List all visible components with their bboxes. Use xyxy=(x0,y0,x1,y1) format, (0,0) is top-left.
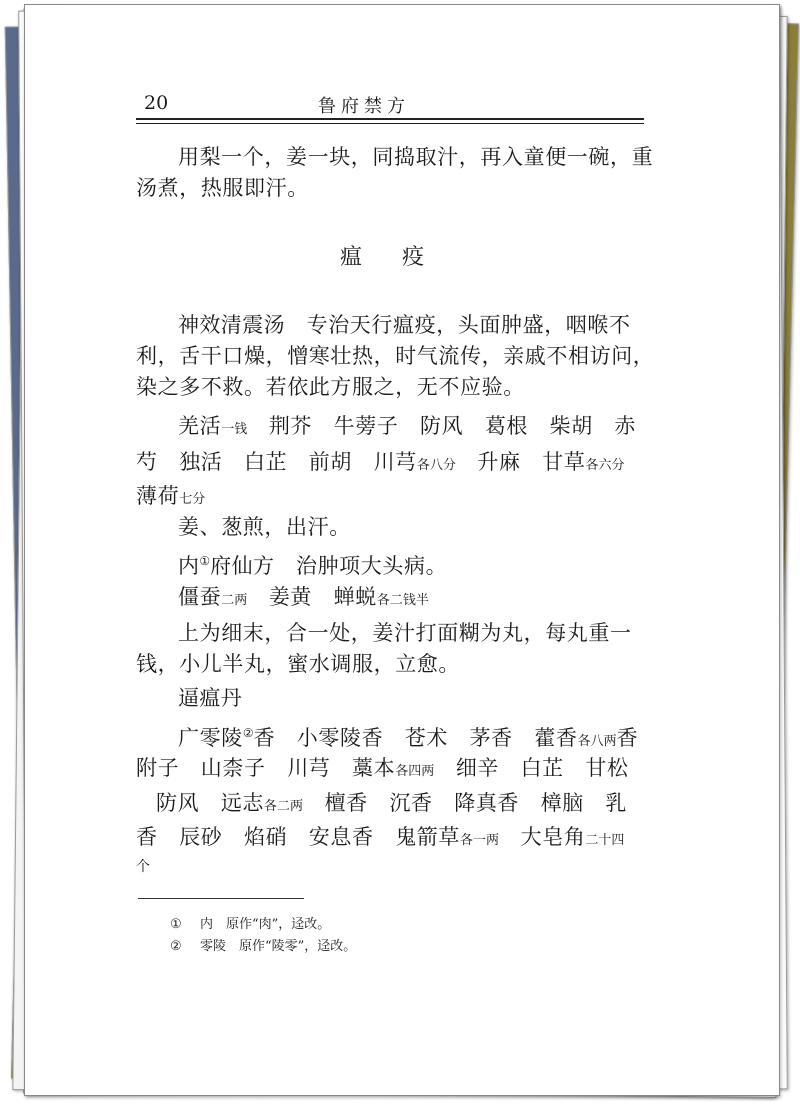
running-title: 鲁府禁方 xyxy=(318,96,410,117)
text-line: 上为细末，合一处，姜汁打面糊为丸，每丸重一 xyxy=(178,621,632,645)
page-number: 20 xyxy=(144,92,169,114)
ingredient-line: 防风 远志各二两 檀香 沉香 降真香 樟脑 乳 xyxy=(156,791,628,815)
text-line: 利，舌干口燥，憎寒壮热，时气流传，亲戚不相访问， xyxy=(136,344,655,368)
footnote: ② 零陵 原作“陵零”，迳改。 xyxy=(170,939,357,954)
text-line: 神效清震汤 专治天行瘟疫，头面肿盛，咽喉不 xyxy=(178,313,631,337)
section-title: 瘟疫 xyxy=(340,245,465,270)
ingredient-line: 广零陵②香 小零陵香 苍术 茅香 藿香各八两香 xyxy=(178,726,639,750)
text-line: 钱，小儿半丸，蜜水调服，立愈。 xyxy=(136,652,460,676)
ingredient-line: 僵蚕二两 姜黄 蝉蜕各二钱半 xyxy=(178,585,429,609)
text-line: 姜、葱煎，出汗。 xyxy=(178,515,351,539)
recipe-name: 逼瘟丹 xyxy=(178,686,243,710)
recipe-name: 神效清震汤 xyxy=(178,313,285,337)
text-line: 内①府仙方 治肿项大头病。 xyxy=(178,554,448,578)
text-line: 汤煮，热服即汗。 xyxy=(136,176,309,200)
ingredient-line: 薄荷七分 xyxy=(136,484,206,508)
header-rule-thin xyxy=(136,123,644,124)
footnote-rule xyxy=(138,898,304,899)
text-line: 用梨一个，姜一块，同捣取汁，再入童便一碗，重 xyxy=(178,145,654,169)
header-rule-thick xyxy=(136,118,644,120)
ingredient-line: 羌活一钱 荆芥 牛蒡子 防风 葛根 柴胡 赤 xyxy=(178,414,637,438)
text-line: 染之多不救。若依此方服之，无不应验。 xyxy=(136,375,525,399)
text-line: 个 xyxy=(136,859,151,875)
footnote-marker: ① xyxy=(199,554,211,568)
footnote: ① 内 原作“肉”，迳改。 xyxy=(170,917,331,932)
ingredient-line: 芍 独活 白芷 前胡 川芎各八分 升麻 甘草各六分 xyxy=(136,450,625,474)
ingredient-line: 香 辰砂 焰硝 安息香 鬼箭草各一两 大皂角二十四 xyxy=(136,825,625,849)
ingredient-line: 附子 山柰子 川芎 藁本各四两 细辛 白芷 甘松 xyxy=(136,756,629,780)
recipe-name: 内 xyxy=(178,554,200,578)
footnote-marker: ② xyxy=(242,726,254,740)
